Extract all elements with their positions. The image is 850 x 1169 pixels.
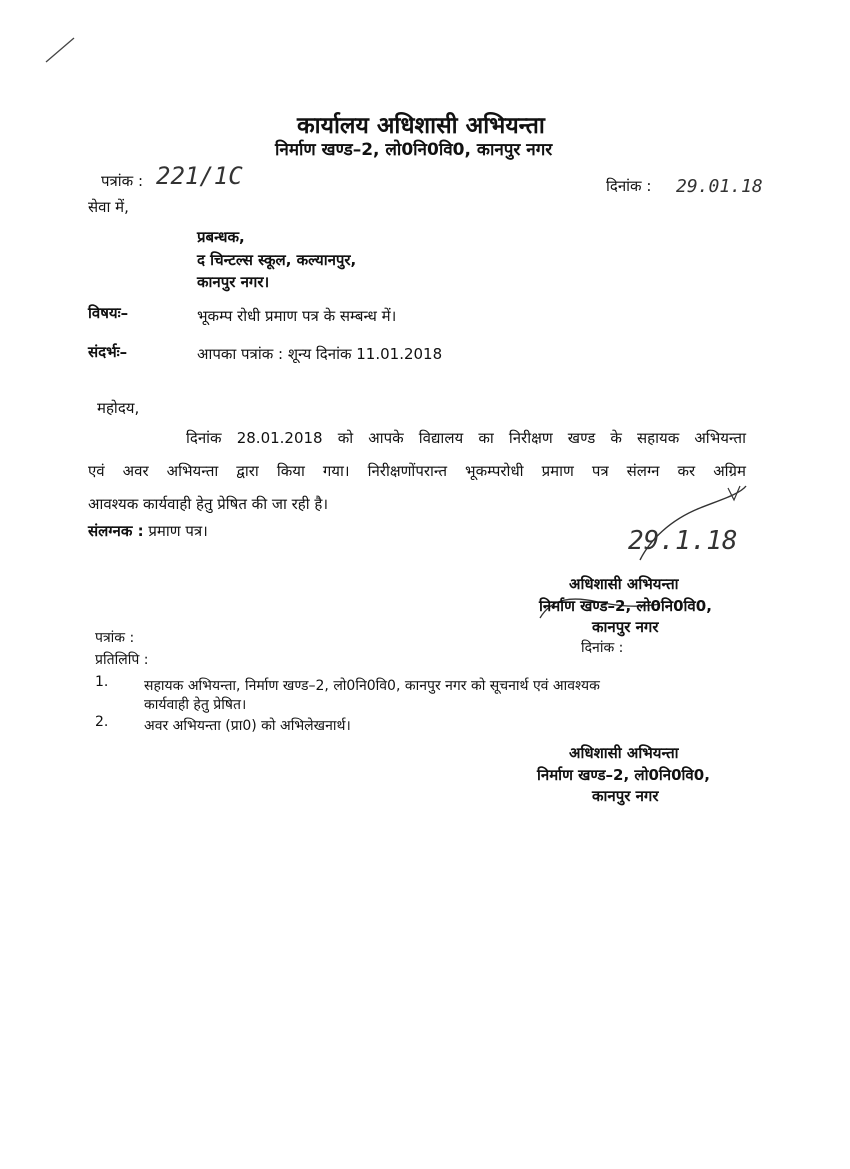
pratilipi-label: प्रतिलिपि : <box>95 652 149 668</box>
division-line: निर्माण खण्ड–2, लो0नि0वि0, कानपुर नगर <box>275 140 553 160</box>
subject-label: विषयः– <box>88 304 129 322</box>
copy-patrank-label: पत्रांक : <box>95 630 135 646</box>
copy-item-1-line2: कार्यवाही हेतु प्रेषित। <box>144 697 247 713</box>
signature1-division: निर्माण खण्ड–2, लो0नि0वि0, <box>539 597 712 615</box>
body-line-2: एवं अवर अभियन्ता द्वारा किया गया। निरीक्षणोंपरान्त भूकम्परोधी प्रमाण पत्र संलग्न कर अग्रिम <box>88 462 746 480</box>
dinank-label: दिनांक : <box>606 177 652 195</box>
recipient-line3: कानपुर नगर। <box>197 273 270 291</box>
body-line-3: आवश्यक कार्यवाही हेतु प्रेषित की जा रही है। <box>88 495 329 513</box>
copy-item-2-line1: अवर अभियन्ता (प्रा0) को अभिलेखनार्थ। <box>144 718 351 734</box>
reference-text: आपका पत्रांक : शून्य दिनांक 11.01.2018 <box>197 345 443 363</box>
patrank-handwritten: 221/1C <box>156 162 243 190</box>
reference-label: संदर्भः– <box>88 343 128 361</box>
signature2-division: निर्माण खण्ड–2, लो0नि0वि0, <box>537 766 710 784</box>
office-title: कार्यालय अधिशासी अभियन्ता <box>297 113 545 139</box>
body-paragraph <box>88 422 746 521</box>
copy-item-1-line1: सहायक अभियन्ता, निर्माण खण्ड–2, लो0नि0वि0, कानपुर नगर को सूचनार्थ एवं आवश्यक <box>144 678 600 694</box>
enclosure-label: संलग्नक : <box>88 522 144 540</box>
enclosure-text: प्रमाण पत्र। <box>148 522 208 540</box>
signature2-designation: अधिशासी अभियन्ता <box>569 744 679 762</box>
body-line-1: दिनांक 28.01.2018 को आपके विद्यालय का निरीक्षण खण्ड के सहायक अभियन्ता <box>186 429 746 447</box>
stray-pen-stroke <box>46 38 74 62</box>
signature1-designation: अधिशासी अभियन्ता <box>569 575 679 593</box>
copy-item-2-num: 2. <box>95 714 109 730</box>
patrank-label: पत्रांक : <box>101 172 144 190</box>
signature1-city: कानपुर नगर <box>592 618 659 636</box>
signature2-city: कानपुर नगर <box>592 787 659 805</box>
greeting: महोदय, <box>97 399 140 417</box>
copy-dinank-label: दिनांक : <box>581 640 624 656</box>
copy-item-1-num: 1. <box>95 674 109 690</box>
salutation-to: सेवा में, <box>88 198 129 216</box>
recipient-line1: प्रबन्धक, <box>197 228 245 246</box>
subject-text: भूकम्प रोधी प्रमाण पत्र के सम्बन्ध में। <box>197 307 397 325</box>
recipient-line2: द चिन्टल्स स्कूल, कल्यानपुर, <box>197 251 357 269</box>
enclosure <box>88 521 208 541</box>
signature-handwritten-date: 29.1.18 <box>628 526 738 556</box>
dinank-handwritten: 29.01.18 <box>676 176 763 197</box>
